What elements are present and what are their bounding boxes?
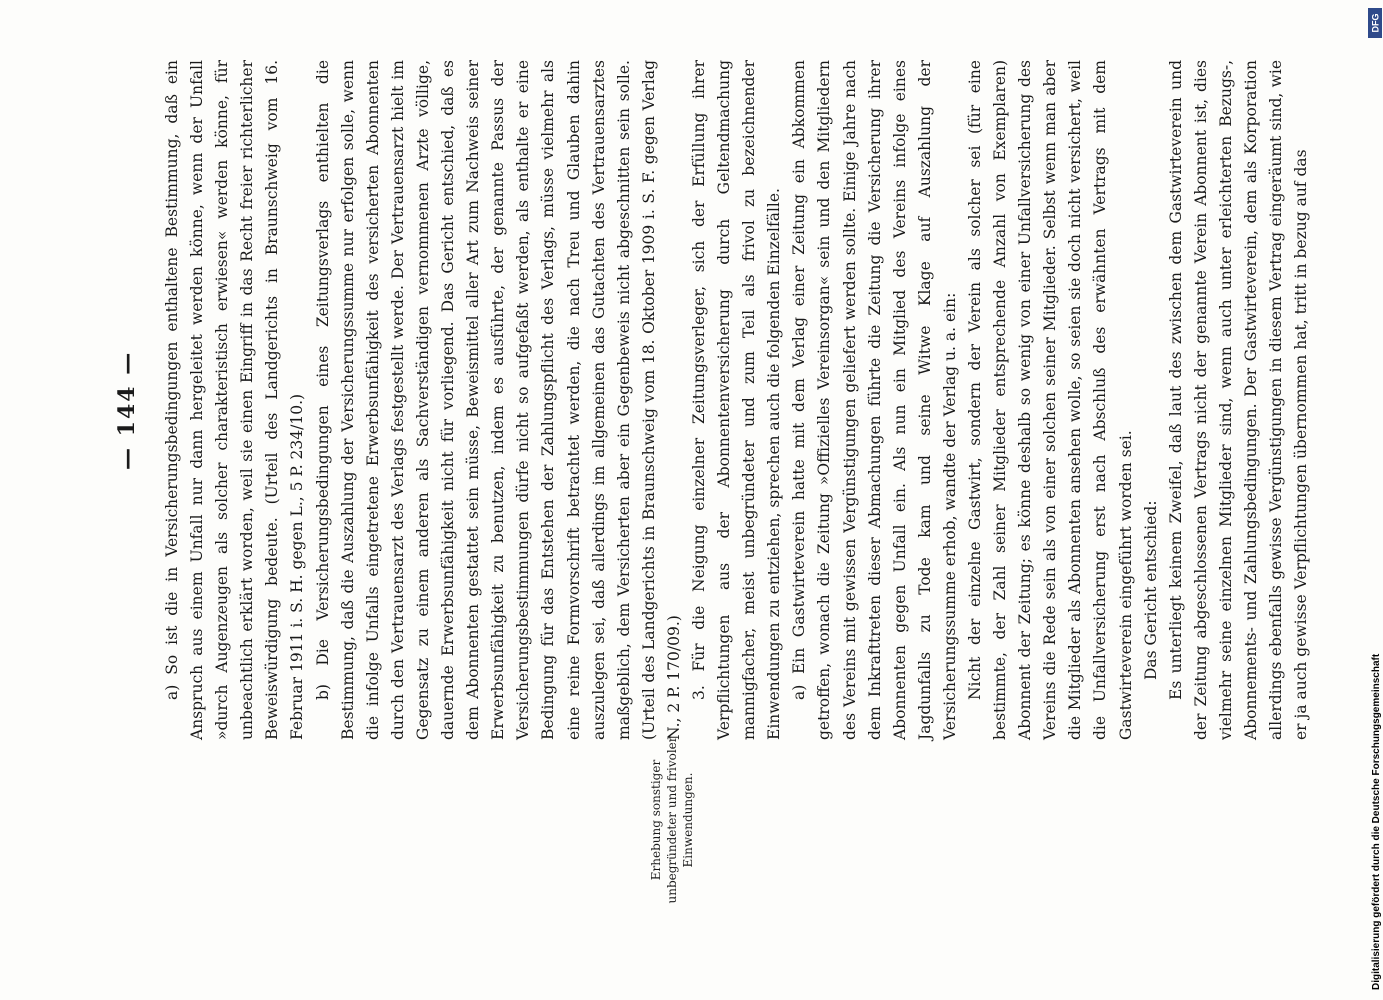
paragraph-ruling: Es unterliegt keinem Zweifel, daß laut des zwischen dem Gastwirteverein und der Zeitung abgeschlossenen Vertrags nicht der genannte Verein Abonnent ist, dies vielmehr seine einzelnen Mitglieder sind, wenn auch unter erleichterten Bezugs-, Abonnements- und Zahlungsbedingungen. Der Gastwirteverein, dem als Korporation allerdings ebenfalls gewisse Vergünstigungen in diesem Vertrag eingeräumt sind, wie er ja auch gewisse Verpflichtungen übernommen hat, tritt in bezug auf das [1166,60,1311,740]
margin-note [648,735,696,905]
margin-note-text: Erhebung sonstiger unbegründeter und frivoler Einwendungen. [649,736,695,904]
dfg-logo [1368,8,1382,38]
page-number [110,350,150,470]
paragraph-court-decided: Das Gericht entschied: [1141,500,1160,680]
paragraph-3: 3. Für die Neigung einzelner Zeitungsverleger, sich der Erfüllung ihrer Verpflichtungen aus der Abonnentenversicherung durch Geltendmachung mannigfacher, meist unbegründeter und zum Teil als frivol zu bezeichnender Einwendungen zu entziehen, sprechen auch die folgenden Einzelfälle. [689,60,784,740]
paragraph-b: b) Die Versicherungsbedingungen eines Zeitungsverlags enthielten die Bestimmung, daß die Auszahlung der Versicherungssumme nur erfolgen solle, wenn die infolge Unfalls eingetretene Erwerbsunfähigkeit des versicherten Abonnenten durch den Vertrauensarzt des Verlags festgestellt werde. Der Vertrauensarzt hielt im Gegensatz zu einem anderen als Sachverständigen vernommenen Arzte völlige, dauernde Erwerbsunfähigkeit nicht für vorliegend. Das Gericht entschied, daß es dem Abonnenten gestattet sein müsse, Beweismittel aller Art zum Nachweis seiner Erwerbsunfähigkeit zu benutzen, indem es ausführte, der genannte Passus der Versicherungsbestimmungen dürfe nicht so aufgefaßt werden, als enthalte er eine Bedingung für das Entstehen der Zahlungspflicht des Verlags, müsse vielmehr als eine reine Formvorschrift betrachtet werden, die nach Treu und Glauben dahin auszulegen sei, daß allerdings im allgemeinen das Gutachten des Vertrauensarztes maßgeblich, dem Versicherten aber ein Gegenbeweis nicht abgeschnitten sein solle. (Urteil des Landgerichts in Braunschweig vom 18. Oktober 1909 i. S. F. gegen Verlag N., 2 P. 170/09.) [313,60,683,740]
paragraph-a-1: a) So ist die in Versicherungsbedingungen enthaltene Bestimmung, daß ein Anspruch aus einem Unfall nur dann hergeleitet werden könne, wenn der Unfall »durch Augenzeugen als solcher charakteristisch erwiesen« werden könne, für unbeachtlich erklärt worden, weil sie einen Eingriff in das Recht freier richterlicher Beweiswürdigung bedeute. (Urteil des Landgerichts in Braunschweig vom 16. Februar 1911 i. S. H. gegen L., 5 P. 234/10.) [163,60,307,740]
digitization-credit-text: Digitalisierung gefördert durch die Deutsche Forschungsgemeinschaft [1371,653,1382,990]
main-text-block [160,60,1314,740]
paragraph-objection: Nicht der einzelne Gastwirt, sondern der Verein als solcher sei (für eine bestimmte, der Zahl seiner Mitglieder entsprechende Anzahl von Exemplaren) Abonnent der Zeitung; es könne deshalb so wenig von einer Unfallversicherung des Vereins die Rede sein als von einer solchen seiner Mitglieder. Selbst wenn man aber die Mitglieder als Abonnenten ansehen wolle, so seien sie doch nicht versichert, weil die Unfallversicherung erst nach Abschluß des erwähnten Vertrags mit dem Gastwirteverein eingeführt worden sei. [966,60,1135,740]
page-number-text: — 144 — [114,350,140,470]
dfg-logo-text: DFG [1370,13,1380,33]
digitization-credit [1371,10,1383,990]
paragraph-a-2: a) Ein Gastwirteverein hatte mit dem Verlag einer Zeitung ein Abkommen getroffen, wonach die Zeitung »Offizielles Vereinsorgan« sein und den Mitgliedern des Vereins mit gewissen Vergünstigungen geliefert werden sollte. Einige Jahre nach dem Inkrafttreten dieser Abmachungen führte die Zeitung die Versicherung ihrer Abonnenten gegen Unfall ein. Als nun ein Mitglied des Vereins infolge eines Jagdunfalls zu Tode kam und seine Witwe Klage auf Auszahlung der Versicherungssumme erhob, wandte der Verlag u. a. ein: [790,60,959,740]
